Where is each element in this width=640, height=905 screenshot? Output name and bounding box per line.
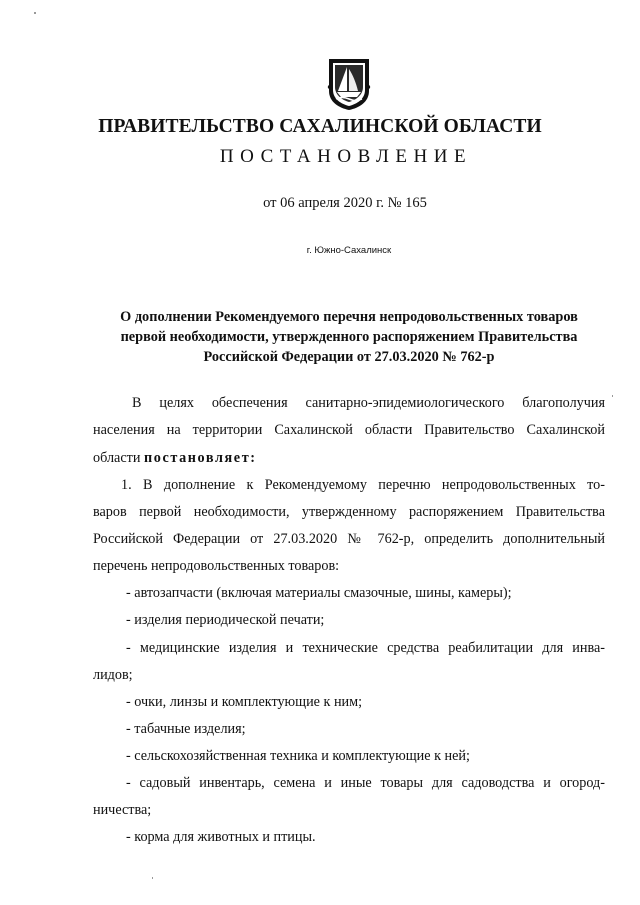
paragraph-text: Российской Федерации от 27.03.2020 № 762-р, определить дополнительный xyxy=(93,531,605,547)
scan-speck xyxy=(34,12,36,14)
heading-line: первой необходимости, утвержденного распоряжением Правительства xyxy=(120,329,578,345)
intro-text: населения на территории Сахалинской области Правительство Сахалинской xyxy=(93,422,605,438)
heading-line: О дополнении Рекомендуемого перечня непродовольственных товаров xyxy=(120,309,578,325)
list-item-text: - садовый инвентарь, семена и иные товары для садоводства и огород- xyxy=(126,775,605,791)
organization-title: ПРАВИТЕЛЬСТВО САХАЛИНСКОЙ ОБЛАСТИ xyxy=(98,116,542,137)
intro-text: области xyxy=(93,450,141,466)
document-type: ПОСТАНОВЛЕНИЕ xyxy=(219,146,473,167)
list-item: - очки, линзы и комплектующие к ним; xyxy=(126,694,363,710)
sakhalin-coat-of-arms-icon xyxy=(326,57,372,111)
list-item-continuation: лидов; xyxy=(93,667,133,683)
paragraph-text: варов первой необходимости, утвержденному распоряжением Правительства xyxy=(93,504,605,520)
paragraph-text: 1. В дополнение к Рекомендуемому перечню непродовольственных то- xyxy=(121,477,605,493)
intro-line xyxy=(93,450,257,467)
paragraph-line xyxy=(93,504,605,521)
paragraph-line: перечень непродовольственных товаров: xyxy=(93,558,340,574)
scan-speck xyxy=(612,395,613,397)
paragraph-line xyxy=(121,477,605,494)
resolves-word: постановляет: xyxy=(143,450,257,466)
list-item: - табачные изделия; xyxy=(126,721,246,737)
intro-line xyxy=(132,395,605,412)
intro-line xyxy=(93,422,605,439)
list-item: - автозапчасти (включая материалы смазочные, шины, камеры); xyxy=(126,585,512,601)
list-item-continuation: ничества; xyxy=(93,802,152,818)
intro-text: В целях обеспечения санитарно-эпидемиологического благополучия xyxy=(132,395,605,411)
list-item: - изделия периодической печати; xyxy=(126,612,325,628)
list-item: - сельскохозяйственная техника и комплектующие к ней; xyxy=(126,748,470,764)
list-item xyxy=(126,640,605,657)
heading-line: Российской Федерации от 27.03.2020 № 762-р xyxy=(203,349,495,365)
list-item-text: - медицинские изделия и технические средства реабилитации для инва- xyxy=(126,640,605,656)
list-item xyxy=(126,775,605,792)
paragraph-line xyxy=(93,531,605,548)
document-heading xyxy=(100,307,598,367)
scan-speck xyxy=(152,877,153,879)
list-item: - корма для животных и птицы. xyxy=(126,829,316,845)
document-date-number: от 06 апреля 2020 г. № 165 xyxy=(263,195,427,211)
city-label: г. Южно-Сахалинск xyxy=(306,245,392,256)
